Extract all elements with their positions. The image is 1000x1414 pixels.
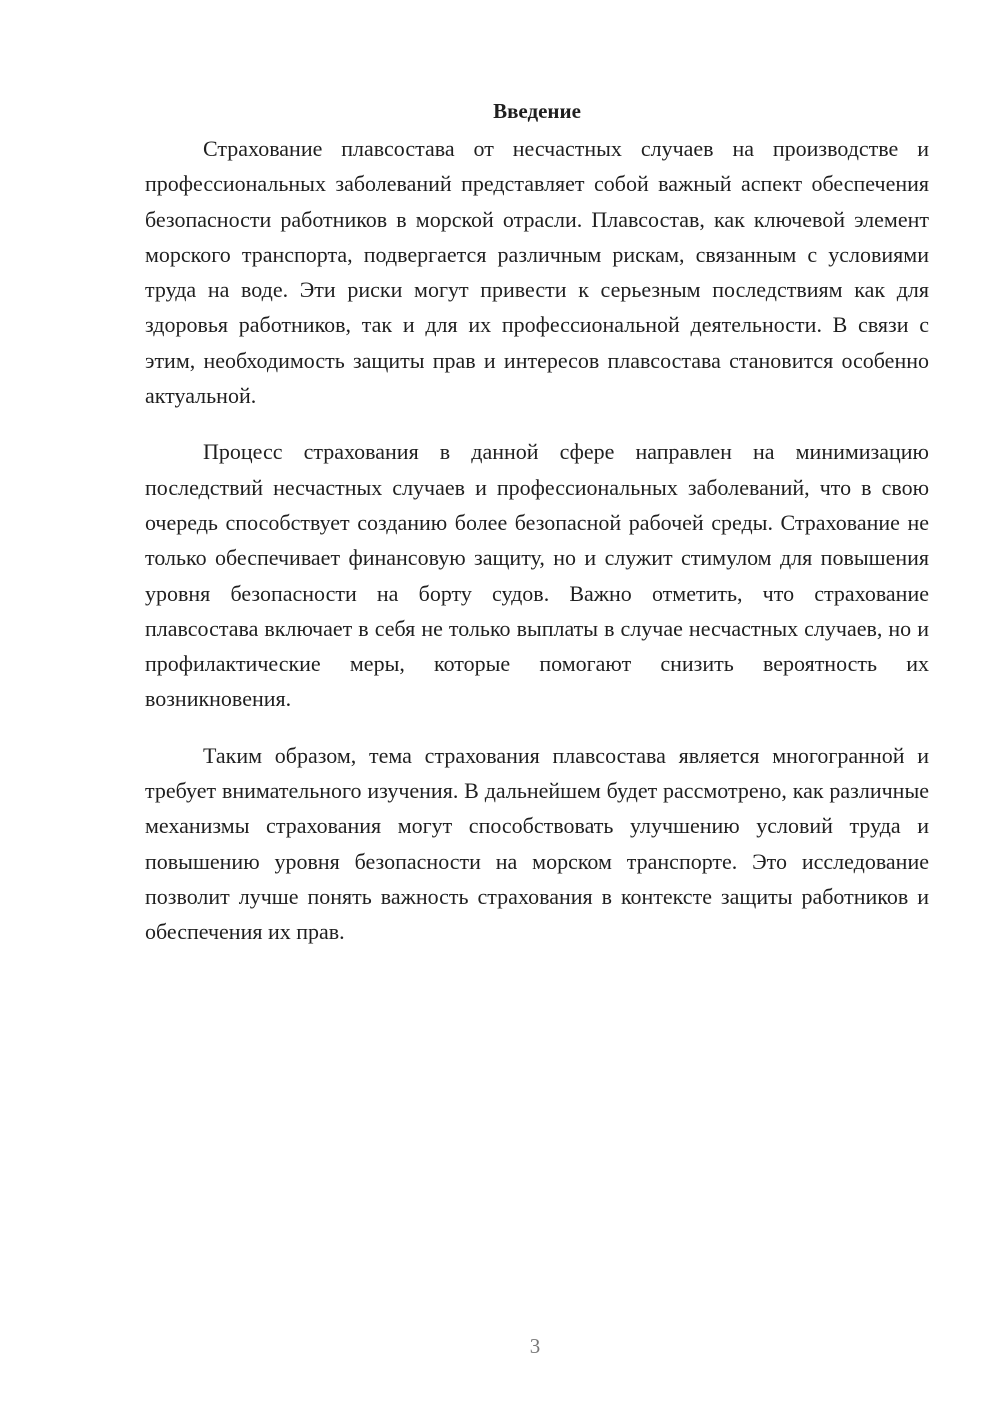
paragraph-3: Таким образом, тема страхования плавсостава является многогранной и требует внимательного изучения. В дальнейшем будет рассмотрено, как различные механизмы страхования могут способствовать улучшению условий труда и повышению уровня безопасности на морском транспорте. Это исследование позволит лучше понять важность страхования в контексте защиты работников и обеспечения их прав. [145,742,929,945]
paragraph-2: Процесс страхования в данной сфере направлен на минимизацию последствий несчастных случаев и профессиональных заболеваний, что в свою очередь способствует созданию более безопасной рабочей среды. Страхование не только обеспечивает финансовую защиту, но и служит стимулом для повышения уровня безопасности на борту судов. Важно отметить, что страхование плавсостава включает в себя не только выплаты в случае несчастных случаев, но и профилактические меры, которые помогают снизить вероятность их возникновения. [145,439,929,712]
page-content [145,97,929,950]
paragraph-1: Страхование плавсостава от несчастных случаев на производстве и профессиональных заболеваний представляет собой важный аспект обеспечения безопасности работников в морской отрасли. Плавсостав, как ключевой элемент морского транспорта, подвергается различным рискам, связанным с условиями труда на воде. Эти риски могут привести к серьезным последствиям как для здоровья работников, так и для их профессиональной деятельности. В связи с этим, необходимость защиты прав и интересов плавсостава становится особенно актуальной. [145,136,929,409]
section-title: Введение [493,99,581,123]
page-number: 3 [529,1334,541,1358]
